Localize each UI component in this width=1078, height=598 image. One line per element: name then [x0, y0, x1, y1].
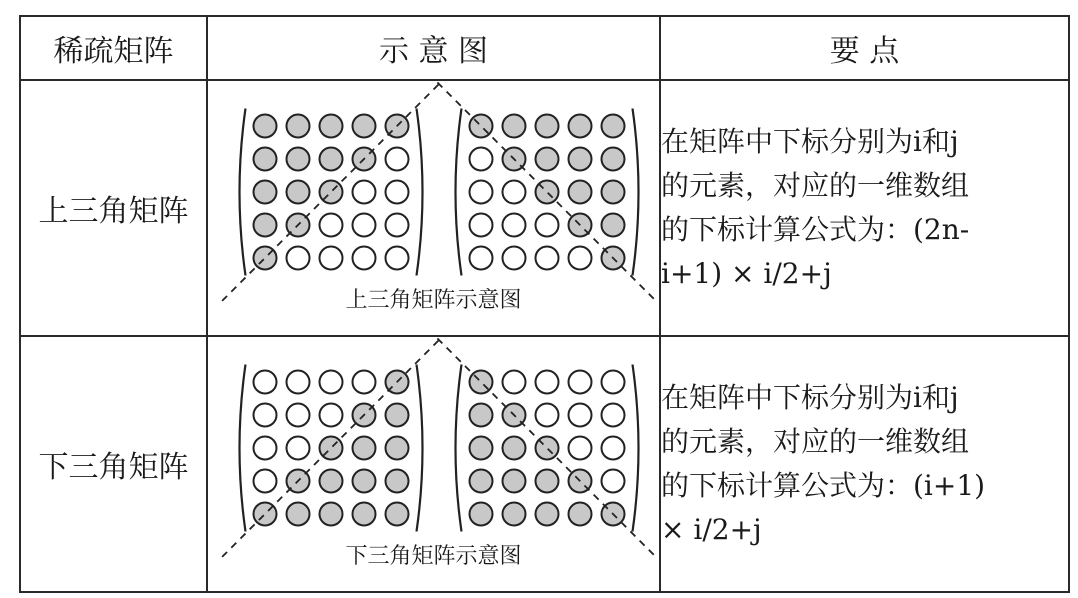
matrix-element-shaded: [287, 115, 310, 138]
matrix-element-shaded: [320, 470, 343, 493]
matrix-element-empty: [320, 247, 343, 270]
matrix-element-empty: [470, 247, 493, 270]
points-line: 的下标计算公式为：(i+1): [661, 469, 986, 502]
matrix-element-shaded: [503, 437, 526, 460]
points-line: 在矩阵中下标分别为i和j: [661, 381, 959, 414]
points-line: 的元素，对应的一维数组: [661, 169, 970, 202]
matrix-element-shaded: [386, 437, 409, 460]
matrix-element-shaded: [386, 503, 409, 526]
matrix-element-empty: [470, 181, 493, 204]
matrix-element-shaded: [353, 115, 376, 138]
matrix-element-empty: [470, 214, 493, 237]
matrix-element-empty: [287, 247, 310, 270]
matrix-element-empty: [503, 371, 526, 394]
header-row: [20, 16, 1069, 80]
matrix-element-shaded: [503, 470, 526, 493]
points-line: × i/2+j: [661, 513, 762, 546]
matrix-element-empty: [254, 371, 277, 394]
matrix-element-empty: [353, 371, 376, 394]
sparse-matrix-table: [19, 15, 1070, 593]
matrix-element-shaded: [470, 503, 493, 526]
left-bracket: [240, 365, 246, 532]
matrix-element-empty: [602, 437, 625, 460]
points-line: 的元素，对应的一维数组: [661, 425, 970, 458]
matrix-element-shaded: [353, 470, 376, 493]
matrix-element-shaded: [287, 181, 310, 204]
points-line: 在矩阵中下标分别为i和j: [661, 125, 959, 158]
row-name-lower-triangular: 下三角矩阵: [20, 336, 207, 592]
matrix-element-shaded: [569, 503, 592, 526]
matrix-element-empty: [386, 181, 409, 204]
matrix-element-shaded: [287, 148, 310, 171]
matrix-element-shaded: [503, 503, 526, 526]
points-line: 的下标计算公式为：(2n-: [661, 213, 970, 246]
matrix-element-empty: [353, 247, 376, 270]
matrix-element-empty: [536, 247, 559, 270]
matrix-element-shaded: [320, 148, 343, 171]
right-bracket: [633, 365, 639, 532]
matrix-element-shaded: [287, 503, 310, 526]
matrix-element-shaded: [602, 181, 625, 204]
row-name-upper-triangular: 上三角矩阵: [20, 80, 207, 336]
matrix-element-empty: [569, 404, 592, 427]
matrix-element-empty: [602, 470, 625, 493]
matrix-element-shaded: [536, 470, 559, 493]
matrix-element-shaded: [254, 148, 277, 171]
matrix-element-empty: [569, 247, 592, 270]
matrix-element-empty: [254, 404, 277, 427]
table-row-lower: [20, 336, 1069, 592]
matrix-element-shaded: [254, 115, 277, 138]
left-bracket: [456, 365, 462, 532]
matrix-element-empty: [569, 437, 592, 460]
matrix-element-empty: [536, 371, 559, 394]
matrix-element-empty: [320, 404, 343, 427]
points-line: i+1) × i/2+j: [661, 257, 832, 290]
matrix-element-shaded: [569, 115, 592, 138]
matrix-element-shaded: [353, 437, 376, 460]
diagram-cell-upper: [207, 80, 660, 336]
matrix-element-shaded: [254, 214, 277, 237]
matrix-element-shaded: [569, 181, 592, 204]
points-upper: [660, 80, 1069, 336]
right-bracket: [417, 109, 423, 276]
matrix-element-empty: [503, 214, 526, 237]
matrix-element-shaded: [320, 115, 343, 138]
left-bracket: [240, 109, 246, 276]
diagram-cell-lower: [207, 336, 660, 592]
matrix-element-empty: [602, 371, 625, 394]
matrix-element-empty: [287, 437, 310, 460]
matrix-element-shaded: [536, 115, 559, 138]
matrix-element-empty: [386, 247, 409, 270]
matrix-element-shaded: [386, 404, 409, 427]
matrix-element-empty: [320, 371, 343, 394]
matrix-element-shaded: [470, 404, 493, 427]
matrix-element-shaded: [536, 148, 559, 171]
matrix-element-empty: [254, 437, 277, 460]
matrix-element-shaded: [602, 115, 625, 138]
matrix-element-shaded: [470, 470, 493, 493]
matrix-element-shaded: [320, 503, 343, 526]
matrix-element-empty: [536, 214, 559, 237]
matrix-element-empty: [386, 148, 409, 171]
matrix-element-shaded: [569, 148, 592, 171]
matrix-element-shaded: [602, 214, 625, 237]
matrix-element-empty: [287, 404, 310, 427]
matrix-element-shaded: [536, 503, 559, 526]
matrix-element-empty: [353, 181, 376, 204]
caption-upper: 上三角矩阵示意图: [345, 288, 522, 313]
right-bracket: [633, 109, 639, 276]
matrix-element-shaded: [503, 115, 526, 138]
matrix-element-shaded: [602, 148, 625, 171]
right-bracket: [417, 365, 423, 532]
matrix-element-empty: [254, 470, 277, 493]
matrix-element-empty: [503, 247, 526, 270]
matrix-element-empty: [353, 214, 376, 237]
left-bracket: [456, 109, 462, 276]
matrix-element-shaded: [470, 437, 493, 460]
points-lower: [660, 336, 1069, 592]
caption-lower: 下三角矩阵示意图: [345, 544, 522, 569]
matrix-element-empty: [386, 214, 409, 237]
matrix-element-shaded: [353, 503, 376, 526]
matrix-element-empty: [569, 371, 592, 394]
matrix-element-empty: [536, 404, 559, 427]
header-key-points: 要 点: [660, 16, 1069, 80]
matrix-element-empty: [287, 371, 310, 394]
table-row-upper: [20, 80, 1069, 336]
matrix-element-empty: [602, 404, 625, 427]
matrix-element-empty: [503, 181, 526, 204]
matrix-element-shaded: [386, 470, 409, 493]
matrix-element-empty: [470, 148, 493, 171]
matrix-element-empty: [320, 214, 343, 237]
header-sparse-matrix: 稀疏矩阵: [20, 16, 207, 80]
matrix-element-shaded: [254, 181, 277, 204]
header-diagram: 示 意 图: [207, 16, 660, 80]
